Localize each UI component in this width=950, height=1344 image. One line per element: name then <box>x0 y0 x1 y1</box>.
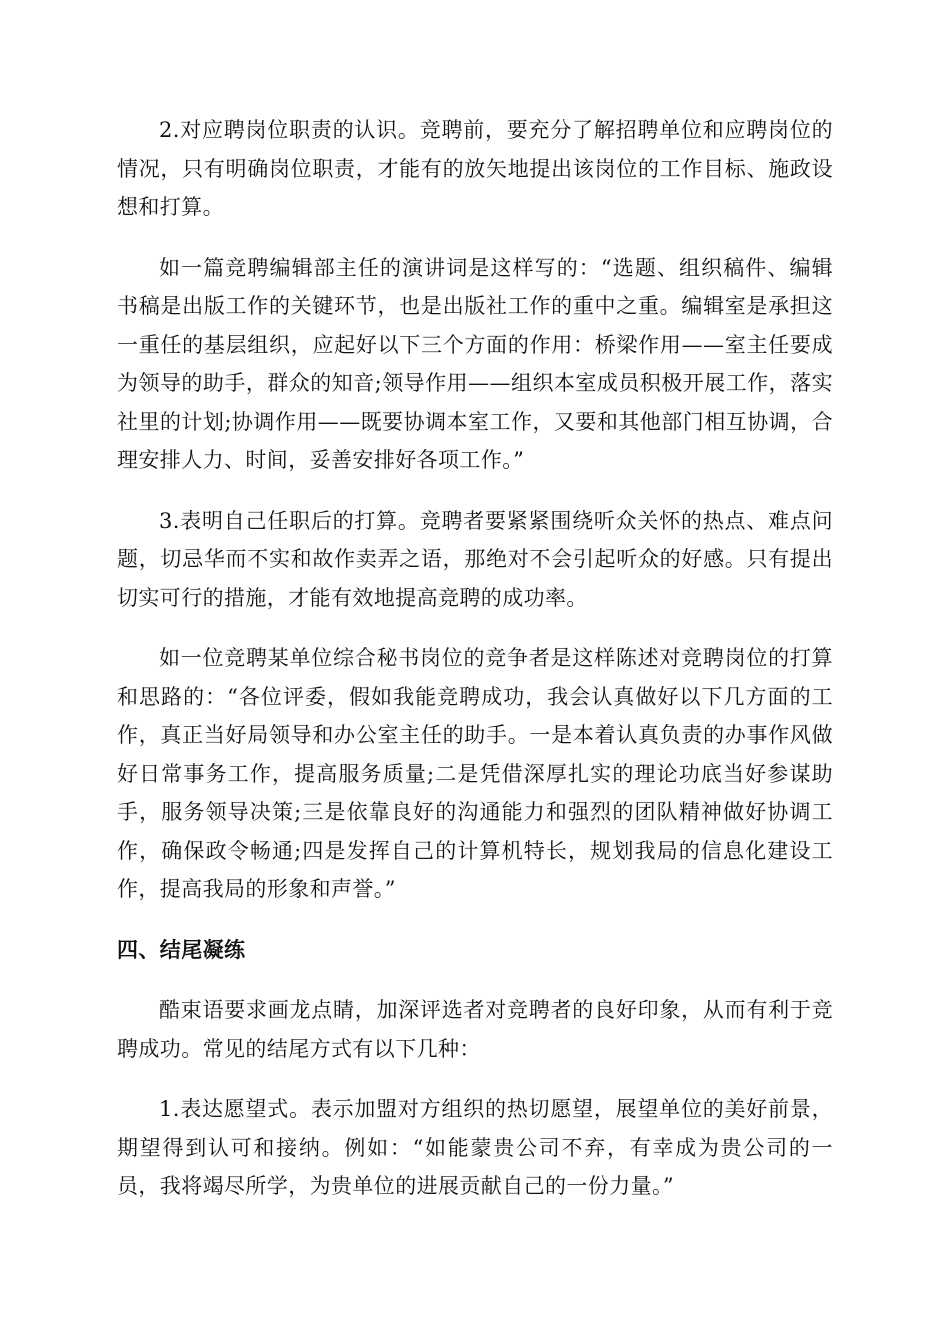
paragraph-editor-example: 如一篇竞聘编辑部主任的演讲词是这样写的：“选题、组织稿件、编辑书稿是出版工作的关键环节，也是出版社工作的重中之重。编辑室是承担这一重任的基层组织，应起好以下三个方面的作用：桥梁作用——室主任要成为领导的助手，群众的知音;领导作用——组织本室成员积极开展工作，落实社里的计划;协调作用——既要协调本室工作，又要和其他部门相互协调，合理安排人力、时间，妥善安排好各项工作。” <box>117 255 833 472</box>
paragraph-secretary-example: 如一位竞聘某单位综合秘书岗位的竞争者是这样陈述对竞聘岗位的打算和思路的：“各位评委，假如我能竞聘成功，我会认真做好以下几方面的工作，真正当好局领导和办公室主任的助手。一是本着认真负责的办事作风做好日常事务工作，提高服务质量;二是凭借深厚扎实的理论功底当好参谋助手，服务领导决策;三是依靠良好的沟通能力和强烈的团队精神做好协调工作，确保政令畅通;四是发挥自己的计算机特长，规划我局的信息化建设工作，提高我局的形象和声誉。” <box>117 646 833 901</box>
paragraph-conclusion-intro: 酷束语要求画龙点睛，加深评选者对竞聘者的良好印象，从而有利于竞聘成功。常见的结尾方式有以下几种： <box>117 998 833 1061</box>
paragraph-express-wish: 1.表达愿望式。表示加盟对方组织的热切愿望，展望单位的美好前景，期望得到认可和接纳。例如：“如能蒙贵公司不弃，有幸成为贵公司的一员，我将竭尽所学，为贵单位的进展贡献自己的一份力量。” <box>117 1097 833 1198</box>
paragraph-post-plans: 3.表明自己任职后的打算。竞聘者要紧紧围绕听众关怀的热点、难点问题，切忌华而不实和故作卖弄之语，那绝对不会引起听众的好感。只有提出切实可行的措施，才能有效地提高竞聘的成功率。 <box>117 508 833 610</box>
paragraph-job-duties: 2.对应聘岗位职责的认识。竞聘前，要充分了解招聘单位和应聘岗位的情况，只有明确岗位职责，才能有的放矢地提出该岗位的工作目标、施政设想和打算。 <box>117 118 833 219</box>
document-body <box>117 111 833 1228</box>
section-heading-conclusion: 四、结尾凝练 <box>117 937 246 962</box>
